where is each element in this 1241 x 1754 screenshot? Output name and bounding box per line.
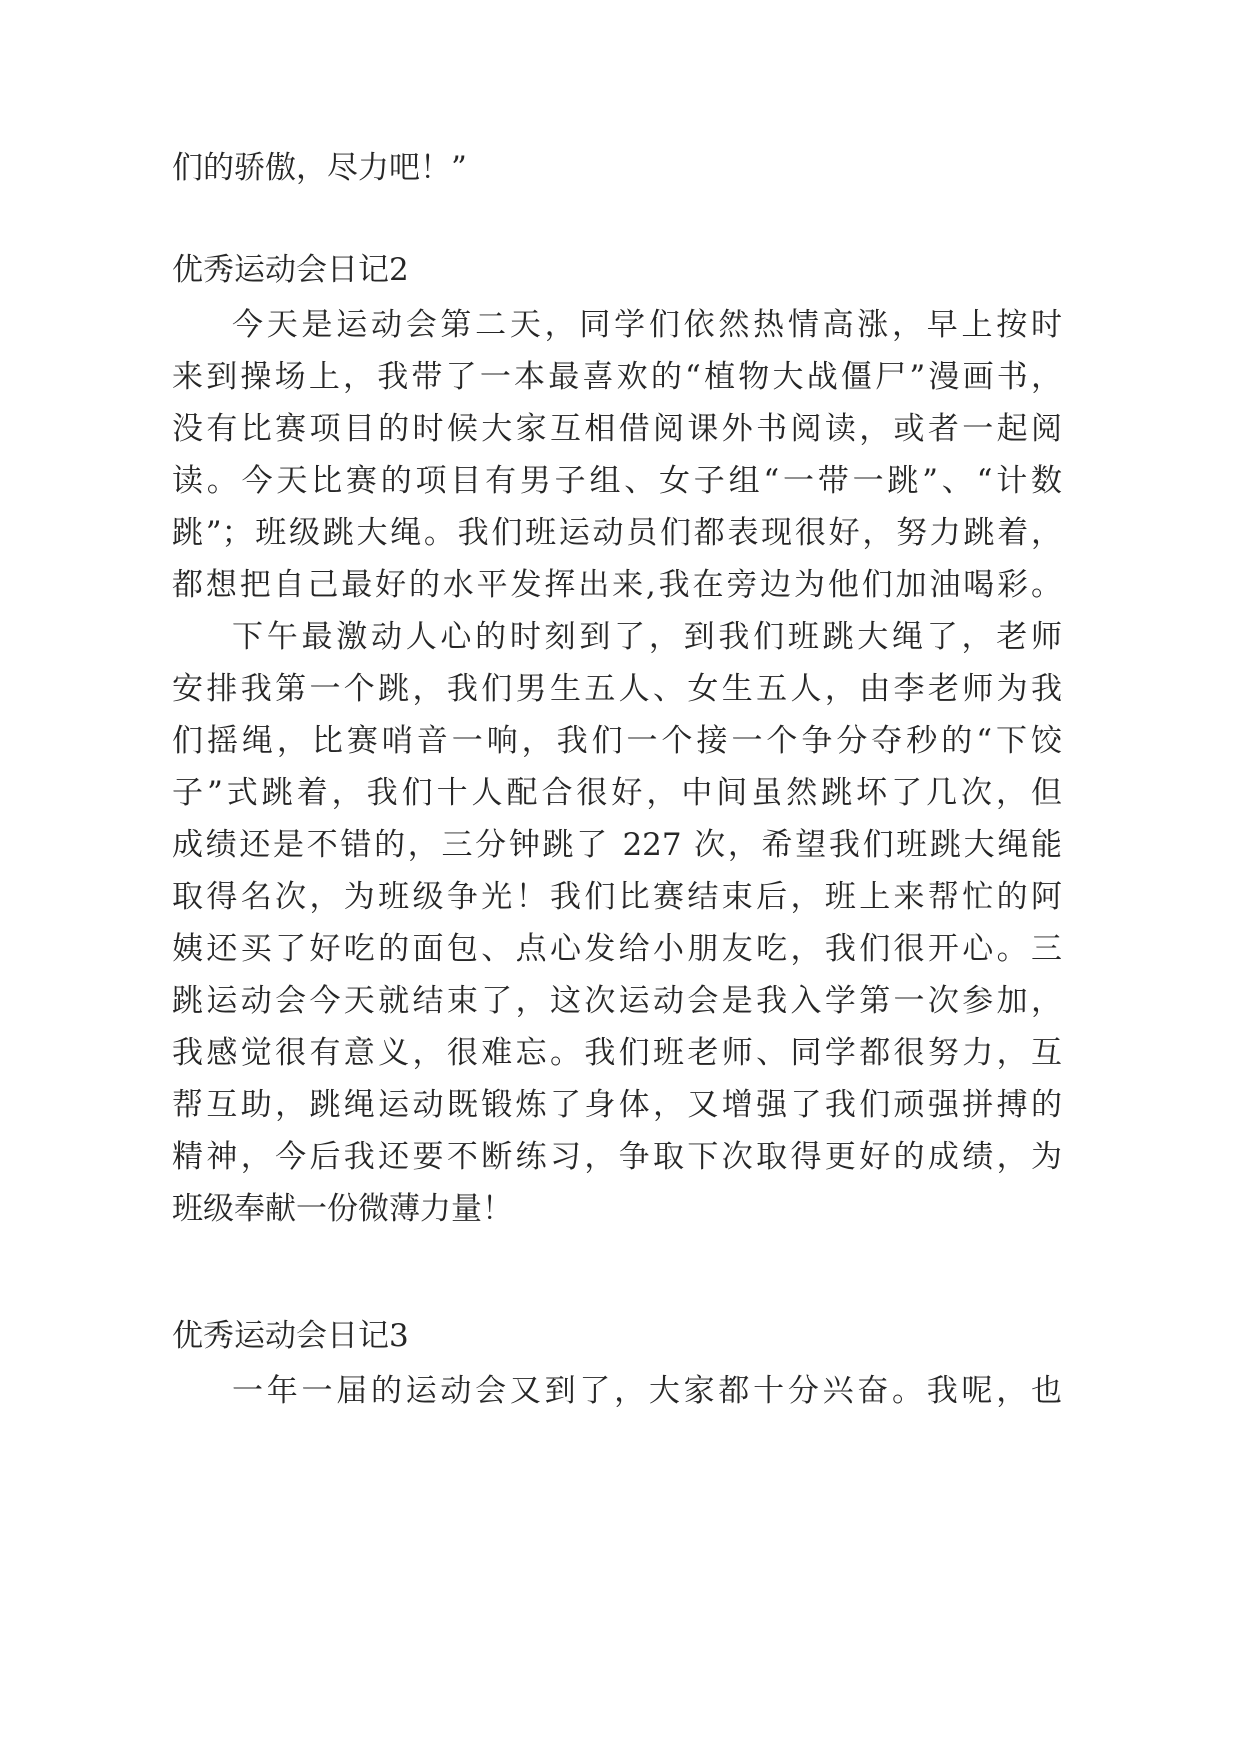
paragraph-line: 成绩还是不错的，三分钟跳了 227 次，希望我们班跳大绳能 [172, 827, 1062, 863]
paragraph-line: 们摇绳，比赛哨音一响，我们一个接一个争分夺秒的“下饺 [172, 723, 1062, 759]
paragraph-line: 跳运动会今天就结束了，这次运动会是我入学第一次参加， [172, 983, 1062, 1019]
paragraph-line: 没有比赛项目的时候大家互相借阅课外书阅读，或者一起阅 [172, 411, 1062, 447]
continuation-line: 们的骄傲，尽力吧！” [172, 150, 467, 186]
paragraph-line: 一年一届的运动会又到了，大家都十分兴奋。我呢，也 [232, 1373, 1062, 1409]
paragraph-line: 安排我第一个跳，我们男生五人、女生五人，由李老师为我 [172, 671, 1062, 707]
paragraph-line: 姨还买了好吃的面包、点心发给小朋友吃，我们很开心。三 [172, 931, 1062, 967]
paragraph-line: 都想把自己最好的水平发挥出来,我在旁边为他们加油喝彩。 [172, 567, 1062, 603]
paragraph-line: 跳”；班级跳大绳。我们班运动员们都表现很好，努力跳着， [172, 515, 1062, 551]
paragraph-line: 精神，今后我还要不断练习，争取下次取得更好的成绩，为 [172, 1139, 1062, 1175]
paragraph-line: 班级奉献一份微薄力量！ [172, 1191, 513, 1227]
paragraph-line: 我感觉很有意义，很难忘。我们班老师、同学都很努力，互 [172, 1035, 1062, 1071]
section-heading: 优秀运动会日记2 [172, 252, 409, 288]
paragraph-line: 来到操场上，我带了一本最喜欢的“植物大战僵尸”漫画书， [172, 359, 1062, 395]
paragraph-line: 读。今天比赛的项目有男子组、女子组“一带一跳”、“计数 [172, 463, 1062, 499]
paragraph-line: 取得名次，为班级争光！我们比赛结束后，班上来帮忙的阿 [172, 879, 1062, 915]
paragraph-line: 下午最激动人心的时刻到了，到我们班跳大绳了，老师 [232, 619, 1062, 655]
paragraph-line: 帮互助，跳绳运动既锻炼了身体，又增强了我们顽强拼搏的 [172, 1087, 1062, 1123]
section-heading: 优秀运动会日记3 [172, 1318, 409, 1354]
paragraph-line: 今天是运动会第二天，同学们依然热情高涨，早上按时 [232, 307, 1062, 343]
paragraph-line: 子”式跳着，我们十人配合很好，中间虽然跳坏了几次，但 [172, 775, 1062, 811]
